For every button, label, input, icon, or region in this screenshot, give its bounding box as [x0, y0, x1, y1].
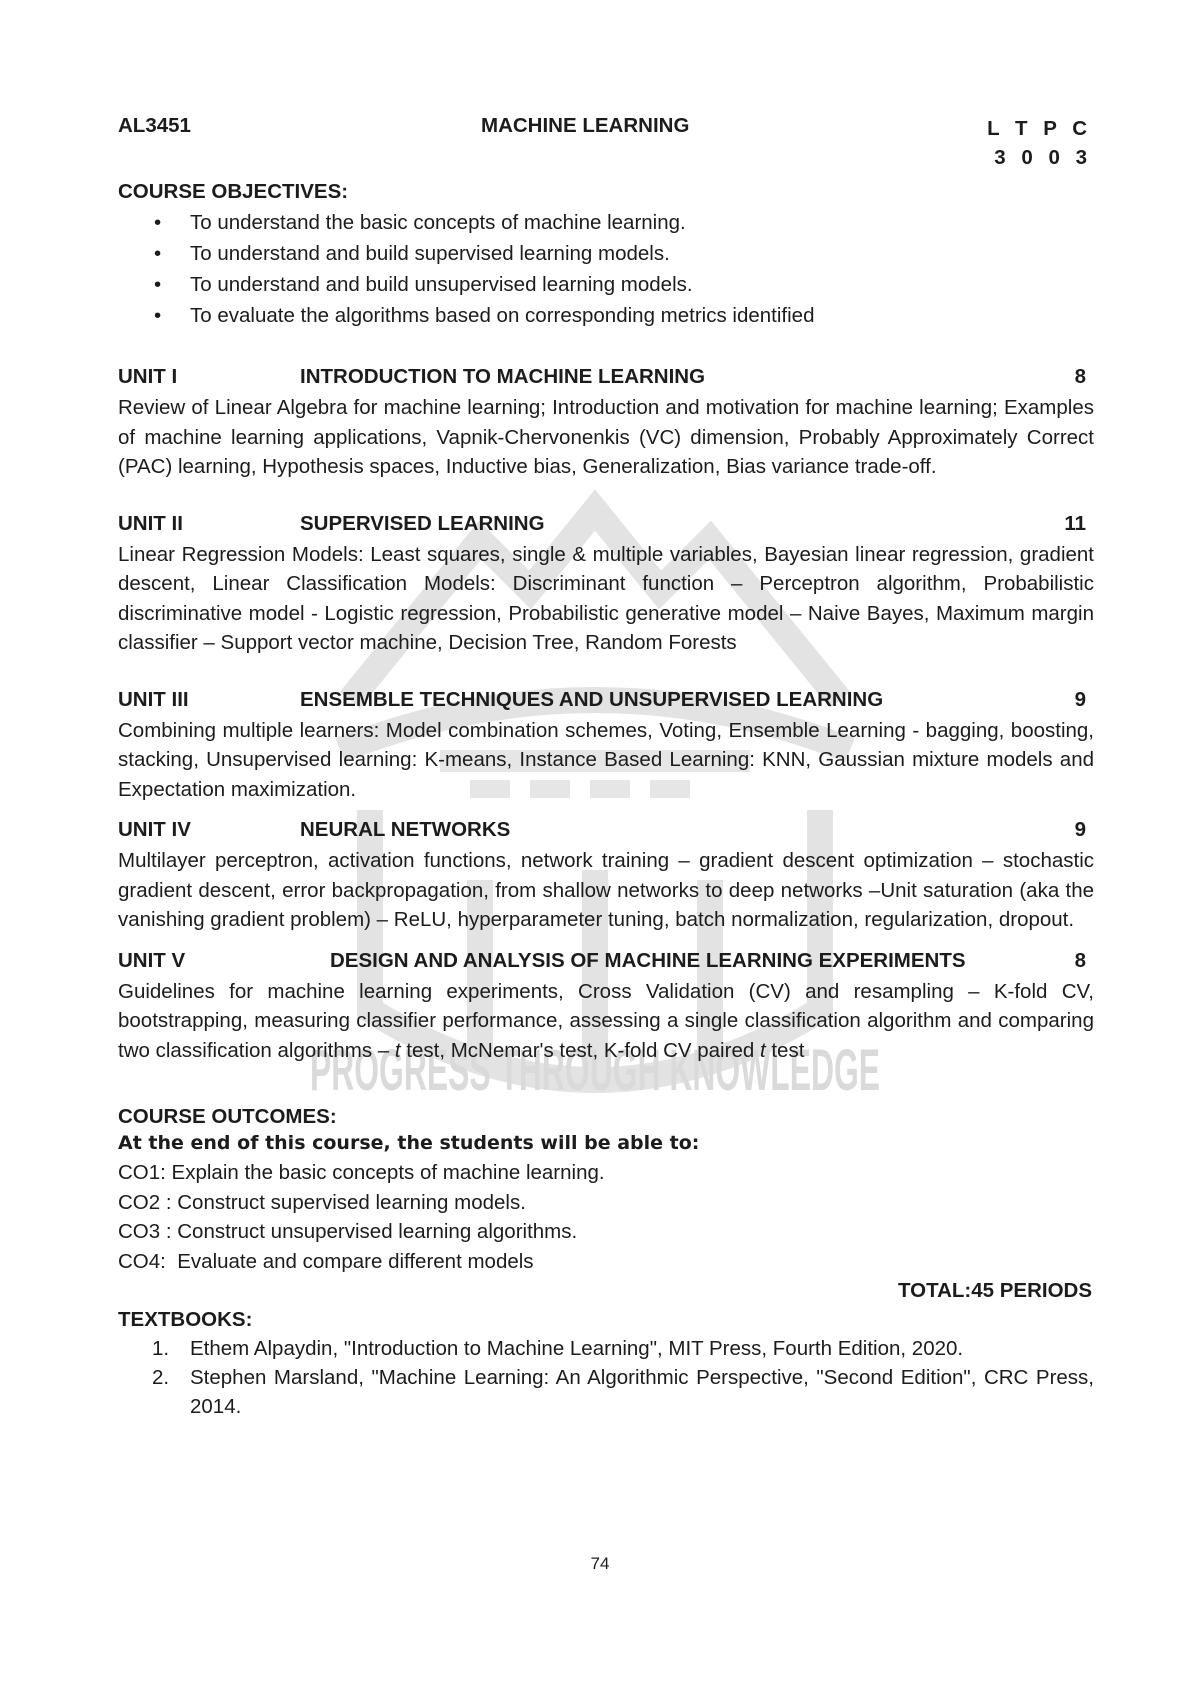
unit-heading: [118, 512, 1094, 540]
textbook-text: Ethem Alpaydin, "Introduction to Machine Learning", MIT Press, Fourth Edition, 2020.: [190, 1337, 964, 1360]
unit-title: DESIGN AND ANALYSIS OF MACHINE LEARNING EXPERIMENTS: [330, 948, 966, 972]
watermark-motto: PROGRESS THROUGH KNOWLEDGE: [310, 1038, 880, 1103]
unit-description-part: test: [765, 1038, 805, 1062]
unit-hours: 8: [1074, 948, 1086, 972]
outcome-code: CO2 :: [118, 1190, 172, 1214]
unit-title: INTRODUCTION TO MACHINE LEARNING: [300, 365, 706, 388]
t-symbol: t: [759, 1038, 766, 1062]
textbooks-heading: TEXTBOOKS:: [118, 1308, 253, 1331]
unit-number: UNIT V: [118, 948, 186, 972]
ltpc-values: 3 0 0 3: [994, 146, 1092, 169]
outcome-item: [118, 1188, 1094, 1218]
unit-hours: 9: [1074, 687, 1086, 711]
unit-description: Linear Regression Models: Least squares, single & multiple variables, Bayesian linear regression, gradient descent, Linear Classification Models: Discriminant function – Perceptron algorithm, Probabilistic discriminative model - Logistic regression, Probabilistic generative model – Naive Bayes, Maximum margin classifier – Support vector machine, Decision Tree, Random Forests: [118, 542, 1094, 654]
unit-number: UNIT IV: [118, 818, 191, 841]
unit-number: UNIT III: [118, 687, 189, 711]
ltpc-labels: L T P C: [987, 117, 1092, 140]
unit-description-part: test, McNemar's test, K-fold CV paired: [400, 1038, 760, 1062]
unit-heading: [118, 688, 1094, 716]
unit-description-part: Guidelines for machine learning experiments, Cross Validation (CV) and resampling – K-fold CV, bootstrapping, measuring classifier performance, assessing a single classification algorithm and comparing two classification algorithms –: [118, 979, 1094, 1062]
objective-item: • To understand and build unsupervised learning models.: [118, 269, 1094, 300]
unit-description: Combining multiple learners: Model combination schemes, Voting, Ensemble Learning - bagging, boosting, stacking, Unsupervised learning: K-means, Instance Based Learning: KNN, Gaussian mixture models and Expectation maximization.: [118, 718, 1094, 801]
unit-3: [118, 688, 1094, 805]
objective-item: • To understand the basic concepts of machine learning.: [118, 207, 1094, 238]
outcome-code: CO3 :: [118, 1220, 172, 1243]
unit-heading: [118, 365, 1094, 393]
objective-item: • To understand and build supervised learning models.: [118, 238, 1094, 269]
ltpc-table: [987, 114, 1092, 172]
unit-description: [118, 977, 1094, 1066]
outcome-code: CO1:: [118, 1161, 166, 1184]
textbook-number: 2.: [152, 1366, 170, 1389]
unit-description: Multilayer perceptron, activation functions, network training – gradient descent optimization – stochastic gradient descent, error backpropagation, from shallow networks to deep networks –Unit saturation (aka the vanishing gradient problem) – ReLU, hyperparameter tuning, batch normalization, regularization, dropout.: [118, 849, 1094, 931]
outcomes-heading: COURSE OUTCOMES:: [118, 1105, 337, 1128]
unit-2: [118, 512, 1094, 658]
unit-title: NEURAL NETWORKS: [300, 818, 511, 841]
unit-description: Review of Linear Algebra for machine learning; Introduction and motivation for machine learning; Examples of machine learning applications, Vapnik-Chervonenkis (VC) dimension, Probably Approximately Correct (PAC) learning, Hypothesis spaces, Inductive bias, Generalization, Bias variance trade-off.: [118, 396, 1094, 478]
total-periods: TOTAL:45 PERIODS: [897, 1279, 1092, 1302]
outcome-item: [118, 1217, 1094, 1247]
unit-title: ENSEMBLE TECHNIQUES AND UNSUPERVISED LEARNING: [300, 687, 884, 711]
outcome-text: Explain the basic concepts of machine learning.: [165, 1161, 605, 1184]
page-number: 74: [590, 1554, 610, 1573]
textbook-item: [118, 1334, 1094, 1363]
unit-hours: 11: [1064, 511, 1086, 535]
unit-1: [118, 365, 1094, 482]
objectives-list: [118, 207, 1094, 331]
unit-5: [118, 949, 1094, 1066]
syllabus-content: [118, 114, 1094, 1421]
unit-hours: 8: [1074, 365, 1086, 388]
unit-heading: [118, 818, 1094, 846]
course-code: AL3451: [118, 114, 191, 137]
outcome-code: CO4:: [118, 1249, 166, 1273]
objective-item: • To evaluate the algorithms based on corresponding metrics identified: [118, 300, 1094, 331]
course-title: MACHINE LEARNING: [481, 114, 690, 137]
unit-heading: [118, 949, 1094, 977]
outcome-text: Construct unsupervised learning algorithms.: [171, 1220, 578, 1243]
outcome-text: Evaluate and compare different models: [165, 1249, 534, 1273]
textbook-item: [118, 1363, 1094, 1421]
outcome-item: [118, 1158, 1094, 1188]
course-header: [118, 114, 1094, 169]
objectives-heading: COURSE OBJECTIVES:: [118, 180, 349, 203]
unit-hours: 9: [1074, 818, 1086, 841]
unit-number: UNIT I: [118, 365, 178, 388]
textbook-number: 1.: [152, 1337, 170, 1360]
textbooks-list: [118, 1334, 1094, 1421]
outcome-text: Construct supervised learning models.: [171, 1190, 526, 1214]
t-symbol: t: [394, 1038, 401, 1062]
unit-title: SUPERVISED LEARNING: [300, 511, 545, 535]
textbook-text: Stephen Marsland, "Machine Learning: An Algorithmic Perspective, "Second Edition", CRC Press, 2014.: [190, 1366, 1094, 1418]
unit-4: [118, 818, 1094, 935]
outcomes-subheading: At the end of this course, the students will be able to:: [118, 1132, 700, 1154]
outcome-item: [118, 1247, 1094, 1277]
unit-number: UNIT II: [118, 511, 183, 535]
